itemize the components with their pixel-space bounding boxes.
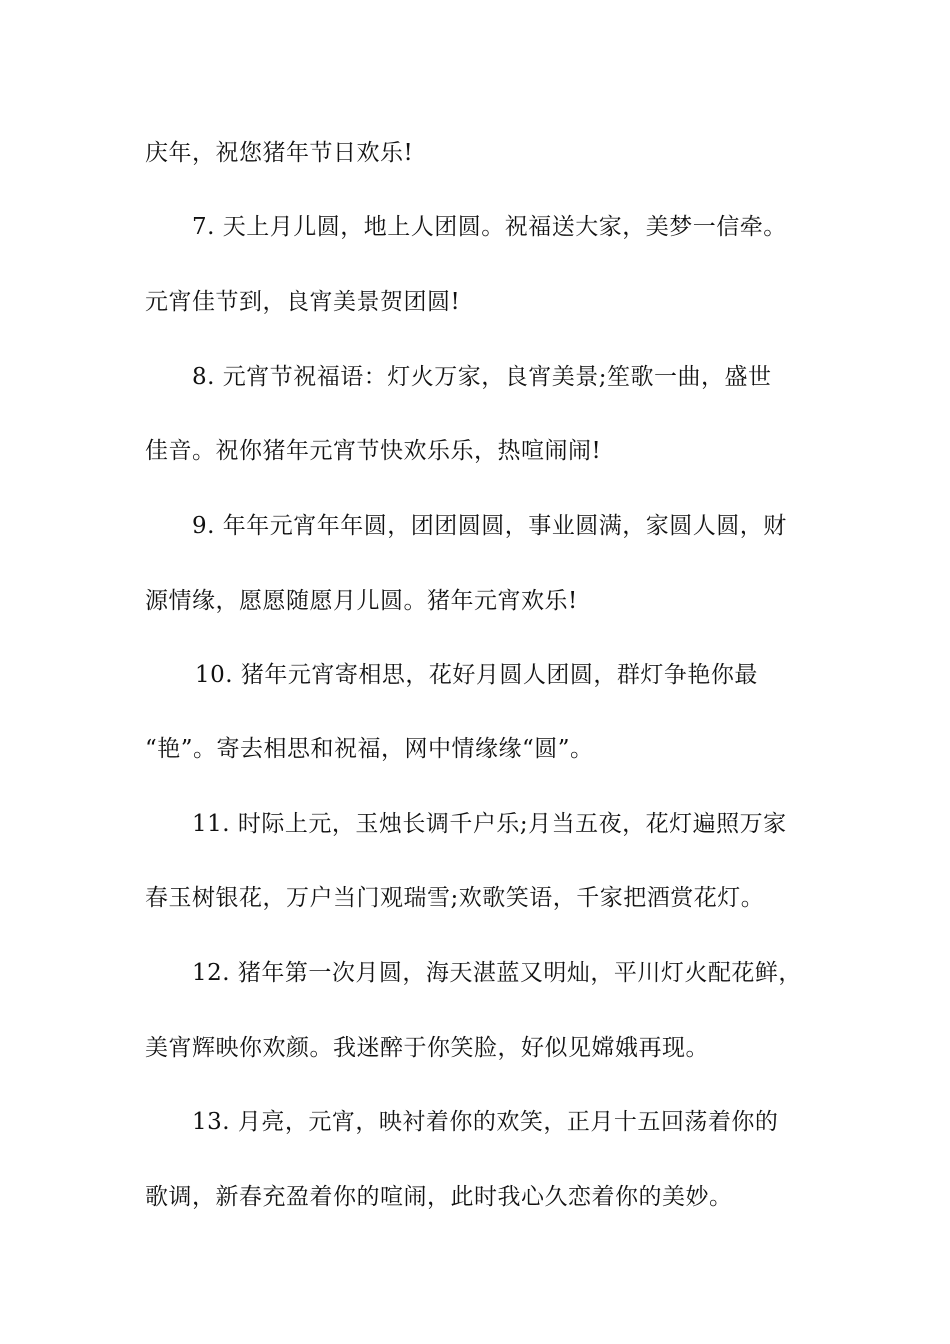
item-10-line-2: “艳”。寄去相思和祝福，网中情缘缘“圆”。 [145,736,594,762]
item-11-line-2: 春玉树银花，万户当门观瑞雪;欢歌笑语，千家把酒赏花灯。 [145,885,765,911]
item-9-line-1: 9. 年年元宵年年圆，团团圆圆，事业圆满，家圆人圆，财 [192,513,787,539]
item-13-line-2: 歌调，新春充盈着你的喧闹，此时我心久恋着你的美妙。 [145,1184,733,1210]
item-13-line-1: 13. 月亮，元宵，映衬着你的欢笑，正月十五回荡着你的 [192,1109,779,1135]
item-9-line-2: 源情缘，愿愿随愿月儿圆。猪年元宵欢乐! [145,588,578,614]
item-12-line-1: 12. 猪年第一次月圆，海天湛蓝又明灿，平川灯火配花鲜， [192,960,802,986]
item-8-line-2: 佳音。祝你猪年元宵节快欢乐乐，热喧闹闹! [145,438,602,464]
text-line-continuation: 庆年，祝您猪年节日欢乐! [145,140,414,166]
item-10-line-1: 10. 猪年元宵寄相思，花好月圆人团圆，群灯争艳你最 [195,662,758,688]
item-7-line-1: 7. 天上月儿圆，地上人团圆。祝福送大家，美梦一信牵。 [192,214,787,240]
item-11-line-1: 11. 时际上元，玉烛长调千户乐;月当五夜，花灯遍照万家 [192,811,787,837]
item-12-line-2: 美宵辉映你欢颜。我迷醉于你笑脸，好似见嫦娥再现。 [145,1035,709,1061]
item-8-line-1: 8. 元宵节祝福语：灯火万家，良宵美景;笙歌一曲，盛世 [192,364,772,390]
item-7-line-2: 元宵佳节到，良宵美景贺团圆! [145,289,461,315]
